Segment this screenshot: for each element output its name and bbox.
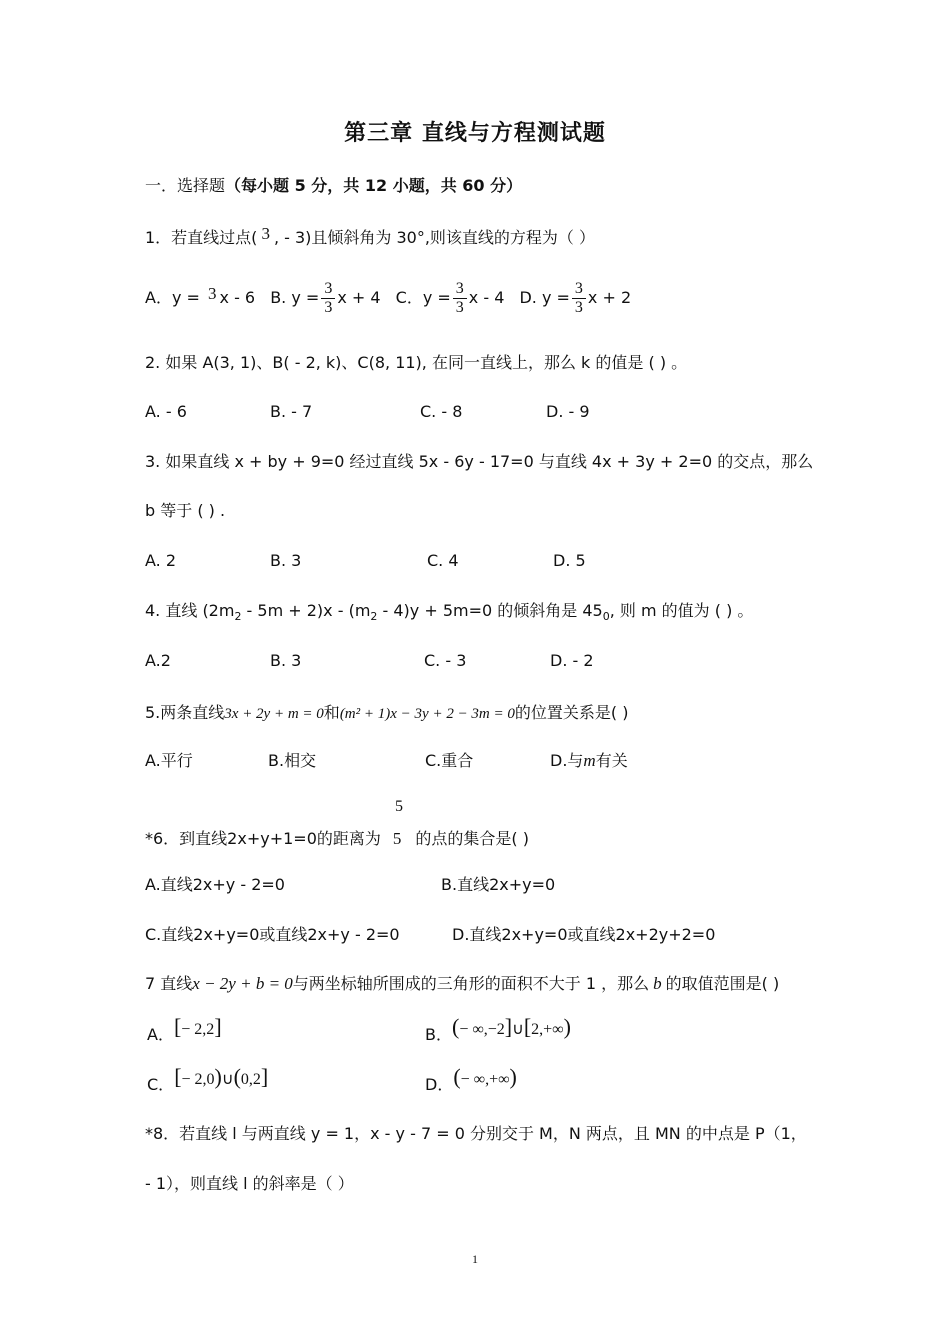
q7-a-rbracket: ] — [214, 1014, 222, 1039]
q7-option-d-label: D． — [425, 1075, 454, 1094]
q5-equation-1: 3x + 2y + m = 0 — [224, 706, 324, 722]
q3-option-b: B. 3 — [270, 551, 302, 570]
q3-option-a: A. 2 — [145, 551, 177, 570]
q1-b-denominator: 3 — [324, 299, 333, 316]
q5-option-d-a: D.与 — [550, 751, 584, 770]
question-1-stem — [145, 224, 596, 249]
q4-option-d: D. - 2 — [550, 651, 594, 670]
q3-option-d: D. 5 — [553, 551, 586, 570]
q4-option-b: B. 3 — [270, 651, 302, 670]
question-4-stem — [145, 600, 753, 628]
q7-b-rbracket: ] — [504, 1014, 513, 1039]
question-2-stem: 2. 如果 A(3, 1)、B( - 2, k)、C(8, 11), 在同一直线上，那么 k 的值是 ( ) 。 — [145, 353, 688, 372]
q6-stem-a: *6．到直线2x+y+1=0的距离为 — [145, 829, 381, 848]
page-title: 第三章 直线与方程测试题 — [344, 121, 606, 146]
q6-option-a: A.直线2x+y - 2=0 — [145, 875, 285, 894]
q5-equation-2: (m² + 1)x − 3y + 2 − 3m = 0 — [339, 706, 515, 722]
q7-a-interval: − 2,2 — [181, 1021, 215, 1038]
q6-option-c: C.直线2x+y=0或直线2x+y - 2=0 — [145, 925, 400, 944]
q4-sub-1: 2 — [234, 610, 242, 624]
q7-c-interval-2: 0,2 — [240, 1071, 261, 1088]
q1-option-b-rest: x + 4 — [337, 288, 381, 307]
q7-d-rparen: ) — [509, 1064, 517, 1089]
q1-option-c-label: C．y = — [395, 288, 451, 307]
q4-stem-d: , 则 m 的值为 ( ) 。 — [609, 601, 754, 620]
q6-fraction-numerator: 5 — [395, 798, 403, 815]
q7-stem-c: 的取值范围是( ) — [665, 974, 780, 993]
q1-b-numerator: 3 — [321, 280, 335, 299]
q4-stem-a: 4. 直线 (2m — [145, 601, 235, 620]
q5-option-c: C.重合 — [425, 751, 474, 770]
q7-option-c — [147, 1064, 269, 1094]
q1-option-b-fraction — [321, 280, 335, 317]
q2-option-b: B. - 7 — [270, 402, 313, 421]
q5-option-d-m: m — [583, 751, 596, 770]
q7-b-union: ∪ — [512, 1021, 524, 1038]
q2-option-a: A. - 6 — [145, 402, 187, 421]
q6-stem-b: 的点的集合是( ) — [415, 829, 529, 848]
q5-option-b: B.相交 — [268, 751, 317, 770]
q7-c-union: ∪ — [221, 1071, 234, 1088]
question-5-stem — [145, 702, 628, 725]
q7-b-interval-2: 2,+∞ — [531, 1021, 564, 1038]
q7-stem-a: 7 直线 — [145, 974, 193, 993]
q5-stem-c: 的位置关系是( ) — [514, 703, 629, 722]
q7-b-lbracket: [ — [523, 1014, 532, 1039]
q7-option-d — [425, 1064, 517, 1094]
q1-option-a-sqrt: 3 — [208, 284, 217, 303]
q1-option-c-fraction — [453, 280, 467, 317]
page-number: 1 — [472, 1252, 478, 1266]
q6-option-d: D.直线2x+y=0或直线2x+2y+2=0 — [452, 925, 716, 944]
q1-option-d-label: D. y = — [519, 288, 570, 307]
section-note: （每小题 5 分，共 12 小题，共 60 分） — [225, 176, 523, 195]
q7-option-a — [147, 1014, 222, 1044]
q7-var-b: b — [653, 974, 662, 993]
q5-option-d — [550, 750, 628, 772]
q1-option-a-label: A．y = — [145, 288, 200, 307]
question-8-stem-line1: *8．若直线 l 与两直线 y = 1，x - y - 7 = 0 分别交于 M，N 两点，且 MN 的中点是 P（1， — [145, 1124, 807, 1143]
q1-option-c-rest: x - 4 — [468, 288, 505, 307]
q7-c-lbracket: [ — [174, 1064, 182, 1089]
q7-b-lparen: ( — [451, 1014, 460, 1039]
question-7-stem — [145, 973, 779, 995]
q4-option-a: A.2 — [145, 651, 171, 670]
q1-option-b-label: B. y = — [270, 288, 320, 307]
q1-d-numerator: 3 — [572, 280, 586, 299]
q4-stem-b: - 5m + 2)x - (m — [241, 601, 371, 620]
q1-stem-a: 1．若直线过点( — [145, 228, 258, 247]
q1-option-d-fraction — [572, 280, 586, 317]
q7-a-lbracket: [ — [173, 1014, 182, 1039]
q7-d-interval: − ∞,+∞ — [460, 1071, 510, 1088]
q7-b-interval-1: − ∞,−2 — [459, 1021, 505, 1038]
q7-d-lparen: ( — [453, 1064, 461, 1089]
q4-sub-2: 2 — [370, 610, 378, 624]
q4-option-c: C. - 3 — [424, 651, 467, 670]
q7-option-c-label: C． — [147, 1075, 175, 1094]
q1-c-numerator: 3 — [453, 280, 467, 299]
q1-option-a-rest: x - 6 — [219, 288, 256, 307]
q1-d-denominator: 3 — [574, 299, 583, 316]
q7-c-rbracket: ] — [260, 1064, 269, 1089]
q4-sub-3: 0 — [602, 610, 610, 624]
q7-c-rparen: ) — [214, 1064, 222, 1089]
q1-c-denominator: 3 — [455, 299, 464, 316]
q5-stem-b: 和 — [323, 703, 340, 722]
question-8-stem-line2: - 1），则直线 l 的斜率是（ ） — [145, 1174, 354, 1193]
q1-sqrt-3: 3 — [261, 224, 270, 243]
q7-c-lparen: ( — [233, 1064, 241, 1089]
q2-option-d: D. - 9 — [546, 402, 590, 421]
q7-option-b — [425, 1014, 571, 1044]
question-6-stem — [145, 828, 529, 850]
q7-option-a-label: A． — [147, 1025, 174, 1044]
section-prefix: 一．选择题 — [145, 176, 226, 195]
q1-stem-b: , - 3)且倾斜角为 30°,则该直线的方程为（ ） — [273, 228, 596, 247]
question-3-stem-line1: 3. 如果直线 x + by + 9=0 经过直线 5x - 6y - 17=0 与直线 4x + 3y + 2=0 的交点，那么 — [145, 452, 814, 471]
q4-stem-c: - 4)y + 5m=0 的倾斜角是 45 — [377, 601, 603, 620]
question-1-options — [145, 280, 631, 317]
q7-stem-b: 与两坐标轴所围成的三角形的面积不大于 1 ，那么 — [292, 974, 650, 993]
q3-option-c: C. 4 — [427, 551, 459, 570]
q6-option-b: B.直线2x+y=0 — [441, 875, 556, 894]
q7-c-interval-1: − 2,0 — [181, 1071, 215, 1088]
q7-option-b-label: B． — [425, 1025, 452, 1044]
q5-option-a: A.平行 — [145, 751, 193, 770]
section-heading — [145, 175, 522, 197]
q5-option-d-b: 有关 — [595, 751, 628, 770]
q5-stem-a: 5.两条直线 — [145, 703, 225, 722]
q1-option-d-rest: x + 2 — [587, 288, 632, 307]
q6-fraction-denominator: 5 — [392, 829, 402, 848]
q7-equation: x − 2y + b = 0 — [192, 974, 293, 993]
q2-option-c: C. - 8 — [420, 402, 463, 421]
q7-b-rparen: ) — [563, 1014, 571, 1039]
question-3-stem-line2: b 等于 ( ) . — [145, 501, 226, 520]
